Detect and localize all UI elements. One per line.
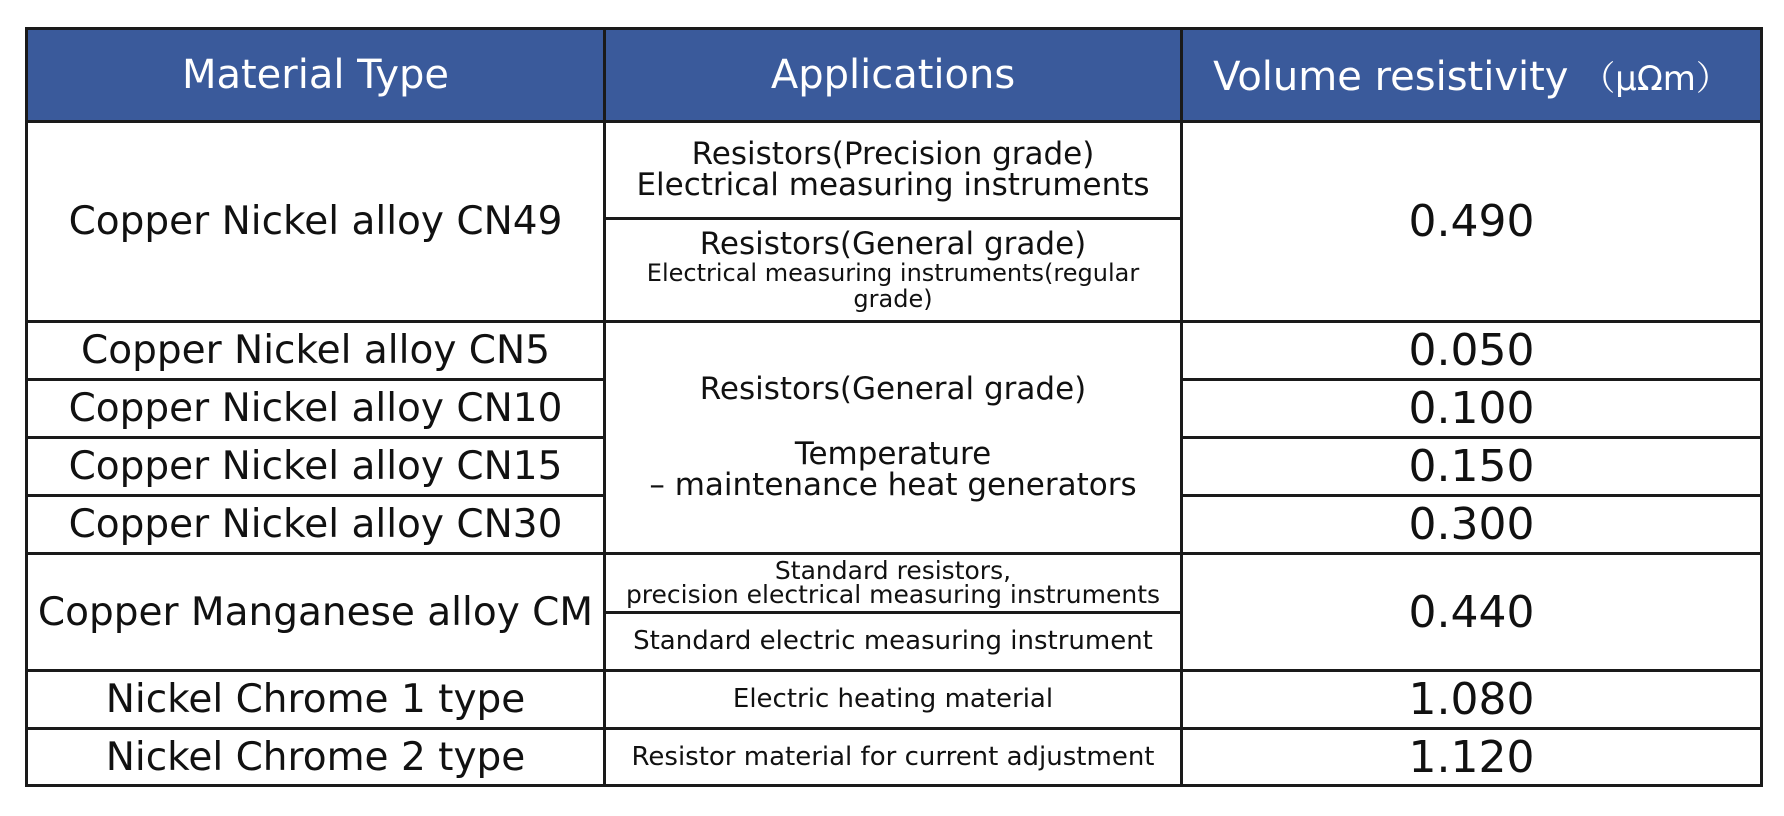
resistivity-nc2: 1.120 <box>1182 729 1762 786</box>
resistivity-cn5: 0.050 <box>1182 322 1762 380</box>
resistivity-table <box>25 27 1763 787</box>
resistivity-cn15: 0.150 <box>1182 438 1762 496</box>
application-nc1: Electric heating material <box>605 671 1182 729</box>
application-cm-measuring: Standard electric measuring instrument <box>605 613 1182 671</box>
application-line: Electrical measuring instruments <box>636 167 1150 203</box>
header-material-type: Material Type <box>27 29 605 122</box>
application-line: – maintenance heat generators <box>649 467 1137 503</box>
table-row <box>27 322 1762 380</box>
material-nc1: Nickel Chrome 1 type <box>27 671 605 729</box>
header-resistivity-unit: （μΩm） <box>1581 58 1730 99</box>
resistivity-cm: 0.440 <box>1182 554 1762 671</box>
resistivity-nc1: 1.080 <box>1182 671 1762 729</box>
application-line: Temperature <box>794 436 992 472</box>
application-cn49-general <box>605 219 1182 322</box>
application-line: precision electrical measuring instruments <box>625 580 1161 609</box>
resistivity-cn49: 0.490 <box>1182 122 1762 322</box>
header-resistivity-label: Volume resistivity <box>1213 53 1569 100</box>
table-row <box>27 122 1762 219</box>
application-nc2: Resistor material for current adjustment <box>605 729 1182 786</box>
application-line: Standard resistors, <box>774 556 1012 585</box>
application-line: Resistors(General grade) <box>699 371 1087 407</box>
material-cn30: Copper Nickel alloy CN30 <box>27 496 605 554</box>
application-line: Resistors(Precision grade) <box>691 136 1095 172</box>
material-cn10: Copper Nickel alloy CN10 <box>27 380 605 438</box>
application-cn-group <box>605 322 1182 554</box>
header-applications: Applications <box>605 29 1182 122</box>
table-row <box>27 554 1762 613</box>
table-row <box>27 729 1762 786</box>
resistivity-cn30: 0.300 <box>1182 496 1762 554</box>
material-cn15: Copper Nickel alloy CN15 <box>27 438 605 496</box>
header-volume-resistivity <box>1182 29 1762 122</box>
header-row <box>27 29 1762 122</box>
application-cn49-precision <box>605 122 1182 219</box>
material-cm: Copper Manganese alloy CM <box>27 554 605 671</box>
application-line: Resistors(General grade) <box>699 225 1087 262</box>
material-cn49: Copper Nickel alloy CN49 <box>27 122 605 322</box>
material-cn5: Copper Nickel alloy CN5 <box>27 322 605 380</box>
application-cm-standard-resistors <box>605 554 1182 613</box>
table-row <box>27 671 1762 729</box>
material-nc2: Nickel Chrome 2 type <box>27 729 605 786</box>
resistivity-cn10: 0.100 <box>1182 380 1762 438</box>
application-line: Electrical measuring instruments(regular grade) <box>646 258 1140 313</box>
